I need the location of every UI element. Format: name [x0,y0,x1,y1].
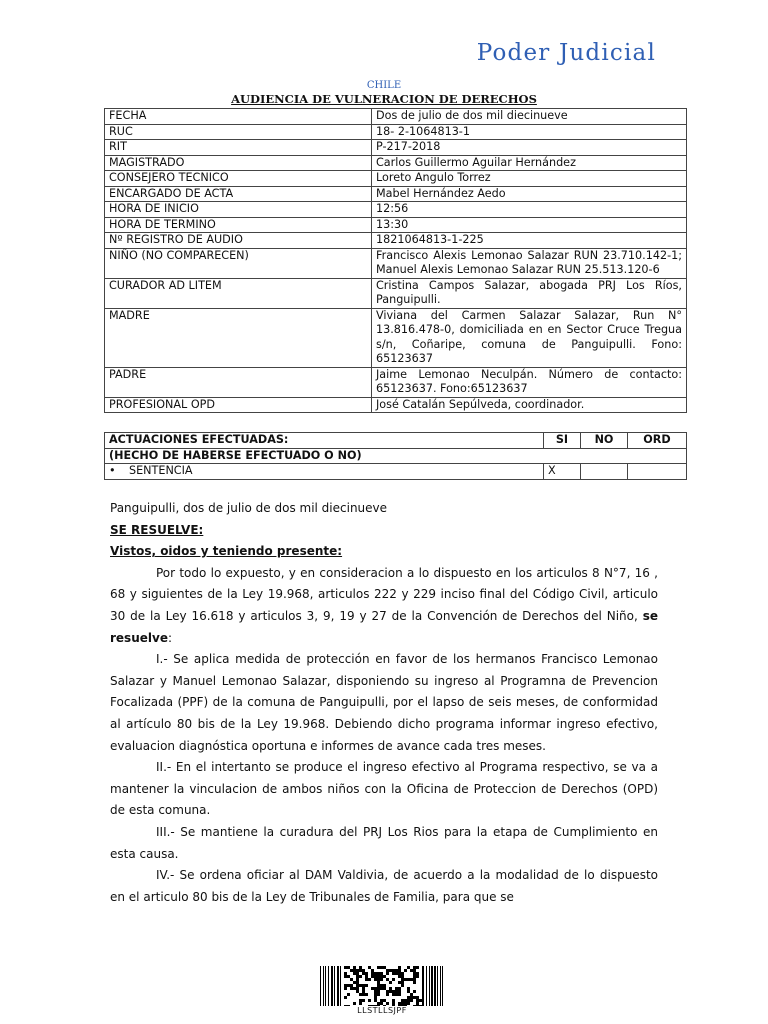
info-value: 18- 2-1064813-1 [372,124,687,140]
info-row [105,124,687,140]
info-value: P-217-2018 [372,140,687,156]
info-row [105,233,687,249]
info-label: CONSEJERO TECNICO [105,171,372,187]
info-value: Carlos Guillermo Aguilar Hernández [372,155,687,171]
info-label: RUC [105,124,372,140]
actuacion-no-mark [581,464,628,480]
actuacion-label: SENTENCIA [129,464,193,477]
se-resuelve-inline: se resuelve [110,608,658,645]
info-row [105,217,687,233]
info-value: Viviana del Carmen Salazar Salazar, Run N° 13.816.478-0, domiciliada en en Sector Cruce Tregua s/n, Coñaripe, comuna de Panguipulli. Fono: 65123637 [372,308,687,367]
actuacion-ord-mark [628,464,687,480]
info-row [105,248,687,278]
info-row [105,202,687,218]
info-row [105,397,687,413]
info-row [105,278,687,308]
paragraph-i: I.- Se aplica medida de protección en favor de los hermanos Francisco Lemonao Salazar y Manuel Lemonao Salazar, disponiendo su ingreso al Programna de Prevencion Focalizada (PPF) de la comuna de Panguipulli, por el lapso de seis meses, de conformidad al artículo 80 bis de la Ley 19.968. Debiendo dicho programa informar ingreso efectivo, evaluacion diagnóstica oportuna e informes de avance cada tres meses. [110,652,658,753]
paragraph-considerations [110,563,658,649]
info-row [105,367,687,397]
info-label: NIÑO (NO COMPARECEN) [105,248,372,278]
info-row [105,186,687,202]
actuacion-si-mark: X [544,464,581,480]
actuaciones-table [104,432,687,480]
actuaciones-subheader: (HECHO DE HABERSE EFECTUADO O NO) [105,448,687,464]
poder-judicial-brand: Poder Judicial [476,40,656,66]
barcode-code: LLSTLLSJPF [357,1006,407,1015]
actuacion-item-sentencia [105,464,544,480]
info-value: Cristina Campos Salazar, abogada PRJ Los Ríos, Panguipulli. [372,278,687,308]
col-no-header: NO [581,433,628,449]
info-value: José Catalán Sepúlveda, coordinador. [372,397,687,413]
info-row [105,140,687,156]
info-row [105,171,687,187]
info-row [105,308,687,367]
colon: : [167,630,173,645]
col-ord-header: ORD [628,433,687,449]
paragraph-iv: IV.- Se ordena oficiar al DAM Valdivia, de acuerdo a la modalidad de lo dispuesto en el articulo 80 bis de la Ley de Tribunales de Familia, para que se [110,868,658,904]
col-si-header: SI [544,433,581,449]
info-value: 13:30 [372,217,687,233]
info-label: Nº REGISTRO DE AUDIO [105,233,372,249]
info-value: Jaime Lemonao Neculpán. Número de contacto: 65123637. Fono:65123637 [372,367,687,397]
info-label: CURADOR AD LITEM [105,278,372,308]
paragraph-ii: II.- En el intertanto se produce el ingreso efectivo al Programa respectivo, se va a mantener la vinculacion de ambos niños con la Oficina de Proteccion de Derechos (OPD) de esta comuna. [110,760,658,818]
bullet-icon: • [109,464,116,477]
barcode-icon [320,966,444,1006]
paragraph-iii: III.- Se mantiene la curadura del PRJ Los Rios para la etapa de Cumplimiento en esta causa. [110,824,658,861]
info-label: MAGISTRADO [105,155,372,171]
se-resuelve-heading: SE RESUELVE: [110,522,204,537]
info-label: PADRE [105,367,372,397]
info-label: PROFESIONAL OPD [105,397,372,413]
actuaciones-header: ACTUACIONES EFECTUADAS: [105,433,544,449]
info-value: Mabel Hernández Aedo [372,186,687,202]
info-value: Francisco Alexis Lemonao Salazar RUN 23.710.142-1; Manuel Alexis Lemonao Salazar RUN 25.513.120-6 [372,248,687,278]
info-value: Dos de julio de dos mil diecinueve [372,109,687,125]
country-label: CHILE [366,80,402,91]
info-label: HORA DE TERMINO [105,217,372,233]
info-row [105,155,687,171]
document-title: AUDIENCIA DE VULNERACION DE DERECHOS [231,92,537,106]
info-label: HORA DE INICIO [105,202,372,218]
info-label: RIT [105,140,372,156]
vistos-heading: Vistos, oidos y teniendo presente: [110,544,343,559]
info-value: 1821064813-1-225 [372,233,687,249]
info-value: Loreto Angulo Torrez [372,171,687,187]
info-label: FECHA [105,109,372,125]
info-value: 12:56 [372,202,687,218]
considerations-text: Por todo lo expuesto, y en consideracion a lo dispuesto en los articulos 8 N°7, 16 , 68 y siguientes de la Ley 19.968, articulos 222 y 229 inciso final del Código Civil, articulo 30 de la Ley 16.618 y articulos 3, 9, 19 y 27 de la Convención de Derechos del Niño, [110,565,658,623]
info-label: MADRE [105,308,372,367]
hearing-info-table [104,108,687,413]
info-row [105,109,687,125]
resolution-body [110,498,658,908]
info-label: ENCARGADO DE ACTA [105,186,372,202]
place-date: Panguipulli, dos de julio de dos mil diecinueve [110,501,388,515]
